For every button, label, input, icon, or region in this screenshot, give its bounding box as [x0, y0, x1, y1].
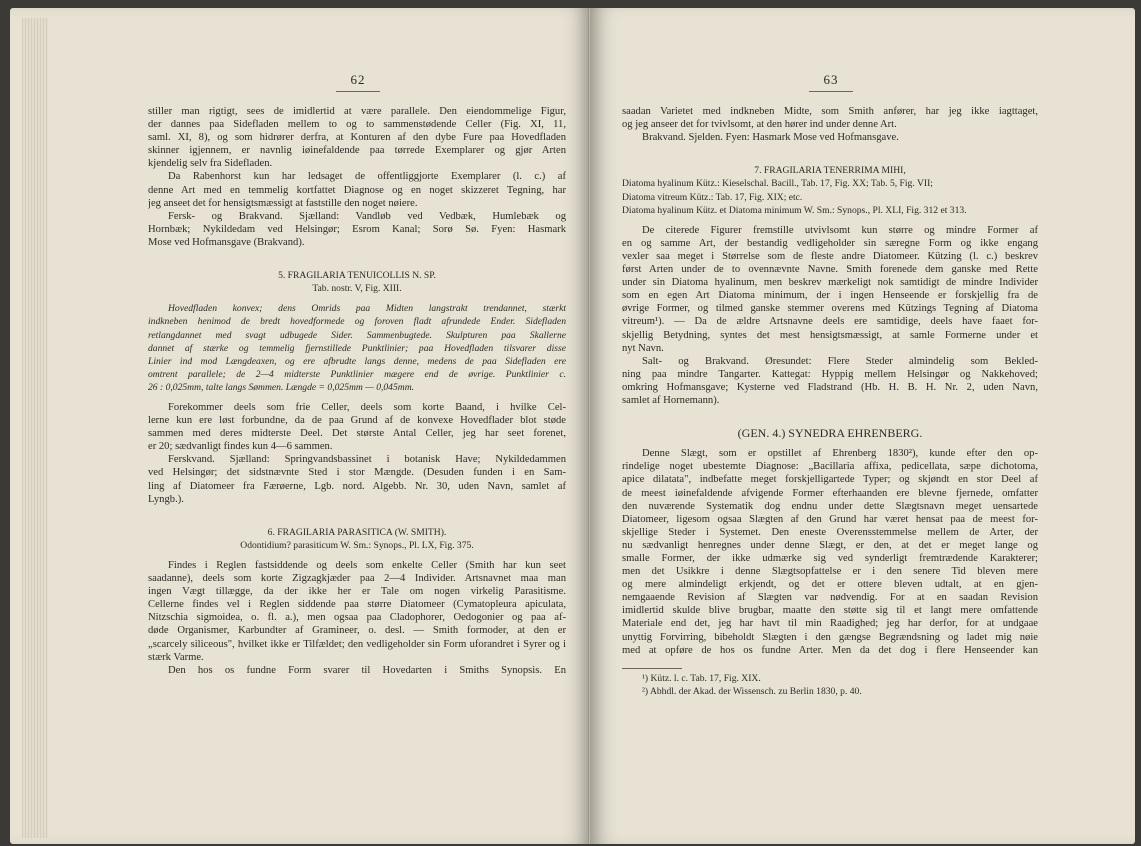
- footnote-rule: [622, 668, 682, 669]
- diagnosis-line: indkneben henimod de bredt hovedformede og foroven fladt afrundede Ender. Sidefladen: [148, 316, 566, 328]
- text-line: og mere almindeligt erkjendt, og det er ottere bleven udtalt, at en gjen-: [622, 579, 1038, 591]
- text-line: skjellige Steder i Systemet. Den eneste Overensstemmelse mellem de Arter, der: [622, 526, 1038, 538]
- text-line: smalle Former, der ikke udmærke sig ved synderligt fremtrædende Karakterer;: [622, 553, 1038, 564]
- text-line: døde Organismer, Karbundter af Gramineer, o. desl. — Smith formoder, at den er: [148, 625, 566, 637]
- synonym-line: Diatoma hyalinum Kütz. et Diatoma minimum W. Sm.: Synops., Pl. XLI, Fig. 312 et 313.: [622, 204, 967, 216]
- text-line: Denne Slægt, som er opstillet af Ehrenberg 1830²), kunde efter den op-: [642, 448, 1038, 460]
- text-line: jeg anseet det for hensigtsmæssigt at faststille den noget nøiere.: [148, 197, 418, 209]
- left-page-body: [148, 105, 566, 677]
- text-line: omkring Hofmansgave; Kysterne ved Fladstrand (Hb. H. B. H. Nr. 2, uden Navn,: [622, 381, 1038, 393]
- text-line: skinner igjennem, er navnlig iøinefaldende paa tørrede Exemplarer og gjør Arten: [148, 145, 566, 157]
- text-line: skjellig Betydning, syntes det mest hensigtsmæssigt, at samle Formerne under et: [622, 329, 1038, 341]
- text-line: vexler saa meget i Størrelse som de fleste andre Diatomeer. Kützing (l. c.) beskrev: [622, 250, 1038, 262]
- text-line: Nitzschia sigmoidea, o. fl. a.), men ogsaa paa Cladophorer, Oedogonier og paa af-: [148, 612, 566, 624]
- right-page-number-rule: [809, 91, 853, 92]
- text-line: som en egen Art Diatoma minimum, der i ingen Henseende er forskjellig fra de: [622, 290, 1038, 302]
- genus-heading: (GEN. 4.) SYNEDRA EHRENBERG.: [737, 427, 923, 441]
- text-line: med at opføre de hos os fundne Arter. Men da det dog i flere Henseender kan: [622, 644, 1038, 656]
- text-line: denne Art med en temmelig kortfattet Diagnose og en noget skizzeret Tegning, har: [148, 184, 566, 196]
- text-line: Cellerne findes vel i Reglen siddende paa større Diatomeer (Cymatopleura apiculata,: [148, 599, 566, 611]
- text-line: der dannes paa Sidefladen mellem to og to sammenstødende Celler (Fig. XI, 11,: [148, 119, 566, 131]
- text-line: Forekommer deels som frie Celler, deels som korte Baand, i hvilke Cel-: [168, 401, 566, 413]
- text-line: først Arten under de to ovennævnte Navne. Smith forenede dem ganske med Rette: [622, 264, 1038, 276]
- text-line: rindelige noget ubestemte Diagnose: „Bacillaria affixa, pedicellata, sæpe dichotoma,: [622, 461, 1038, 473]
- text-line: Findes i Reglen fastsiddende og deels som enkelte Celler (Smith har kun seet: [168, 560, 566, 571]
- synonym-line: Diatoma vitreum Kütz.: Tab. 17, Fig. XIX; etc.: [622, 191, 803, 203]
- text-line: ling af Diatomeer fra Færøerne, Lgb. nord. Algebb. Nr. 30, uden Navn, samlet af: [148, 480, 566, 492]
- text-line: de meest iøinefaldende afvigende Former efterhaanden ere blevne fjernede, omfatter: [622, 487, 1038, 499]
- left-page-number-rule: [336, 91, 380, 92]
- text-line: apice dilatata", indbefatte meget forskjelligartede Typer; og skjøndt en stor Deel af: [622, 474, 1038, 486]
- species-heading: 6. FRAGILARIA PARASITICA (W. SMITH).: [267, 526, 447, 538]
- text-line: stiller man rigtigt, sees de imidlertid at være parallele. Den eiendommelige Figur,: [148, 106, 566, 117]
- species-heading: 7. FRAGILARIA TENERRIMA MIHI,: [754, 165, 906, 177]
- habitat-line: Fersk- og Brakvand. Sjælland: Vandløb ved Vedbæk, Humlebæk og: [168, 210, 566, 222]
- left-page: [10, 8, 590, 844]
- text-line: Materiale end det, jeg har havt til min Raadighed; jeg har derfor, for at undgaae: [622, 618, 1038, 630]
- text-line: imidlertid skulde blive brugbar, maatte den støtte sig til et langt mere omfattende: [622, 605, 1038, 617]
- diagnosis-line: omtrent parallele; de 2—4 midterste Punktlinier mægere end de øvrige. Punktlinier c.: [148, 368, 566, 380]
- text-line: men det Usikkre i denne Slægtsopfattelse er i den senere Tid bleven mere: [622, 566, 1038, 578]
- habitat-line: Salt- og Brakvand. Øresundet: Flere Steder almindelig som Bekled-: [642, 355, 1038, 367]
- text-line: „scarcely siliceous", hvilket ikke er Tilfældet; den vedligeholder sin Form uforandret i Syrer og i stærk Varme.: [148, 638, 566, 663]
- text-line: og jeg anseer det for tvivlsomt, at den hører ind under denne Art.: [622, 119, 897, 131]
- text-line: nyt Navn.: [622, 342, 664, 354]
- text-line: en og samme Art, der bestandig vedligeholder sin særegne Form og ikke engang: [622, 237, 1038, 249]
- text-line: nemgaaende Revision af Slægten var nødvendig. For at en saadan Revision: [622, 592, 1038, 604]
- right-page-body: [622, 105, 1038, 698]
- text-line: under sin Diatoma hyalinum, men beskrev mærkeligt nok samtidigt de mindre Individer: [622, 277, 1038, 289]
- right-page-number: 63: [823, 72, 839, 87]
- text-line: øvrige Former, og tilmed ganske stemmer overens med Kützings Tegning af Diatoma: [622, 303, 1038, 315]
- text-line: Da Rabenhorst kun har ledsaget de offentliggjorte Exemplarer (l. c.) af: [168, 171, 566, 183]
- diagnosis-line: retlangdannet med svagt udbugede Sider. Sammenbugtede. Skulpturen paa Skallerne: [148, 329, 566, 341]
- right-page: [590, 8, 1135, 844]
- synonym-line: Diatoma hyalinum Kütz.: Kieselschal. Bacill., Tab. 17, Fig. XX; Tab. 5, Fig. VII;: [622, 178, 933, 190]
- text-line: Hornbæk; Nykildedam ved Helsingør; Esrom Kanal; Sorø Sø. Fyen: Hasmark: [148, 223, 566, 235]
- text-line: ingen Vægt tillægge, da der ikke her er Tale om nogen virkelig Parasitisme.: [148, 586, 566, 598]
- text-line: unyttig Forvirring, bibeholdt Slægten i den gængse Begrændsning og ladet mig nøie: [622, 631, 1038, 643]
- diagnosis-line: Linier ind mod Længdeaxen, og ere afbrudte langs denne, medens de paa Sidefladen ere: [148, 355, 566, 367]
- text-line: De citerede Figurer fremstille utvivlsomt kun større og mindre Former af: [642, 224, 1038, 236]
- text-line: den nuværende Systematik dog endnu under dette Slægtsnavn meget uensartede: [622, 500, 1038, 512]
- text-line: nu sædvanligt henregnes under denne Slægt, er den, at det er meget lange og: [622, 539, 1038, 551]
- diagnosis-line: 26 : 0,025mm, talte langs Sømmen. Længde = 0,025mm — 0,045mm.: [148, 381, 415, 393]
- text-line: Den hos os fundne Form svarer til Hovedarten i Smiths Synopsis. En: [168, 664, 566, 676]
- text-line: saml. XI, 8), og som hidrører derfra, at Konturen af den dybe Fure paa Hovedfladen: [148, 132, 566, 144]
- text-line: kjendelig selv fra Sidefladen.: [148, 158, 273, 170]
- text-line: saadan Varietet med indkneben Midte, som Smith anfører, har jeg ikke iagttaget,: [622, 106, 1038, 117]
- species-reference: Tab. nostr. V, Fig. XIII.: [312, 283, 402, 295]
- text-line: saadanne), deels som korte Zigzagkjæder paa 2—4 Individer. Artsnavnet maa man: [148, 573, 566, 585]
- left-page-edges: [22, 18, 48, 838]
- habitat-line: Ferskvand. Sjælland: Springvandsbassinet i botanisk Have; Nykildedammen: [168, 454, 566, 466]
- text-line: Mose ved Hofmansgave (Brakvand).: [148, 236, 305, 248]
- text-line: samlet af Hornemann).: [622, 394, 720, 406]
- text-line: Diatomeer, ligesom ogsaa Slægten af den Grund har været hensat paa de meest for-: [622, 513, 1038, 525]
- species-reference: Odontidium? parasiticum W. Sm.: Synops., Pl. LX, Fig. 375.: [240, 539, 474, 551]
- left-page-number: 62: [350, 72, 366, 87]
- footnote: ²) Abhdl. der Akad. der Wissensch. zu Berlin 1830, p. 40.: [642, 685, 862, 697]
- diagnosis-line: dannet af stærke og temmelig fjernstillede Punktlinier; paa Hovedfladen tilsvarer disse: [148, 342, 566, 354]
- text-line: Lyngb.).: [148, 493, 184, 505]
- text-line: er 20; sædvanligt findes kun 4—6 sammen.: [148, 441, 333, 453]
- text-line: lerne kun ere løst forbundne, da de paa Grund af de konvexe Hovedflader blot støde: [148, 415, 566, 427]
- footnote: ¹) Kütz. l. c. Tab. 17, Fig. XIX.: [642, 672, 761, 684]
- text-line: ved Helsingør; det sidstnævnte Sted i stor Mængde. (Desuden funden i en Sam-: [148, 467, 566, 479]
- text-line: sammen med deres midterste Deel. Det største Antal Celler, jeg har seet forenet,: [148, 428, 566, 440]
- text-line: ning paa mindre Tangarter. Kattegat: Hyppig mellem Helsingør og Nakkehoved;: [622, 368, 1038, 380]
- text-line: vitreum¹). — Da de ældre Artsnavne deels ere samtidige, deels have faaet for-: [622, 316, 1038, 328]
- species-heading: 5. FRAGILARIA TENUICOLLIS N. SP.: [278, 270, 436, 282]
- diagnosis-line: Hovedfladen konvex; dens Omrids paa Midten langstrakt trendannet, stærkt: [168, 303, 566, 315]
- habitat-line: Brakvand. Sjelden. Fyen: Hasmark Mose ved Hofmansgave.: [642, 132, 899, 144]
